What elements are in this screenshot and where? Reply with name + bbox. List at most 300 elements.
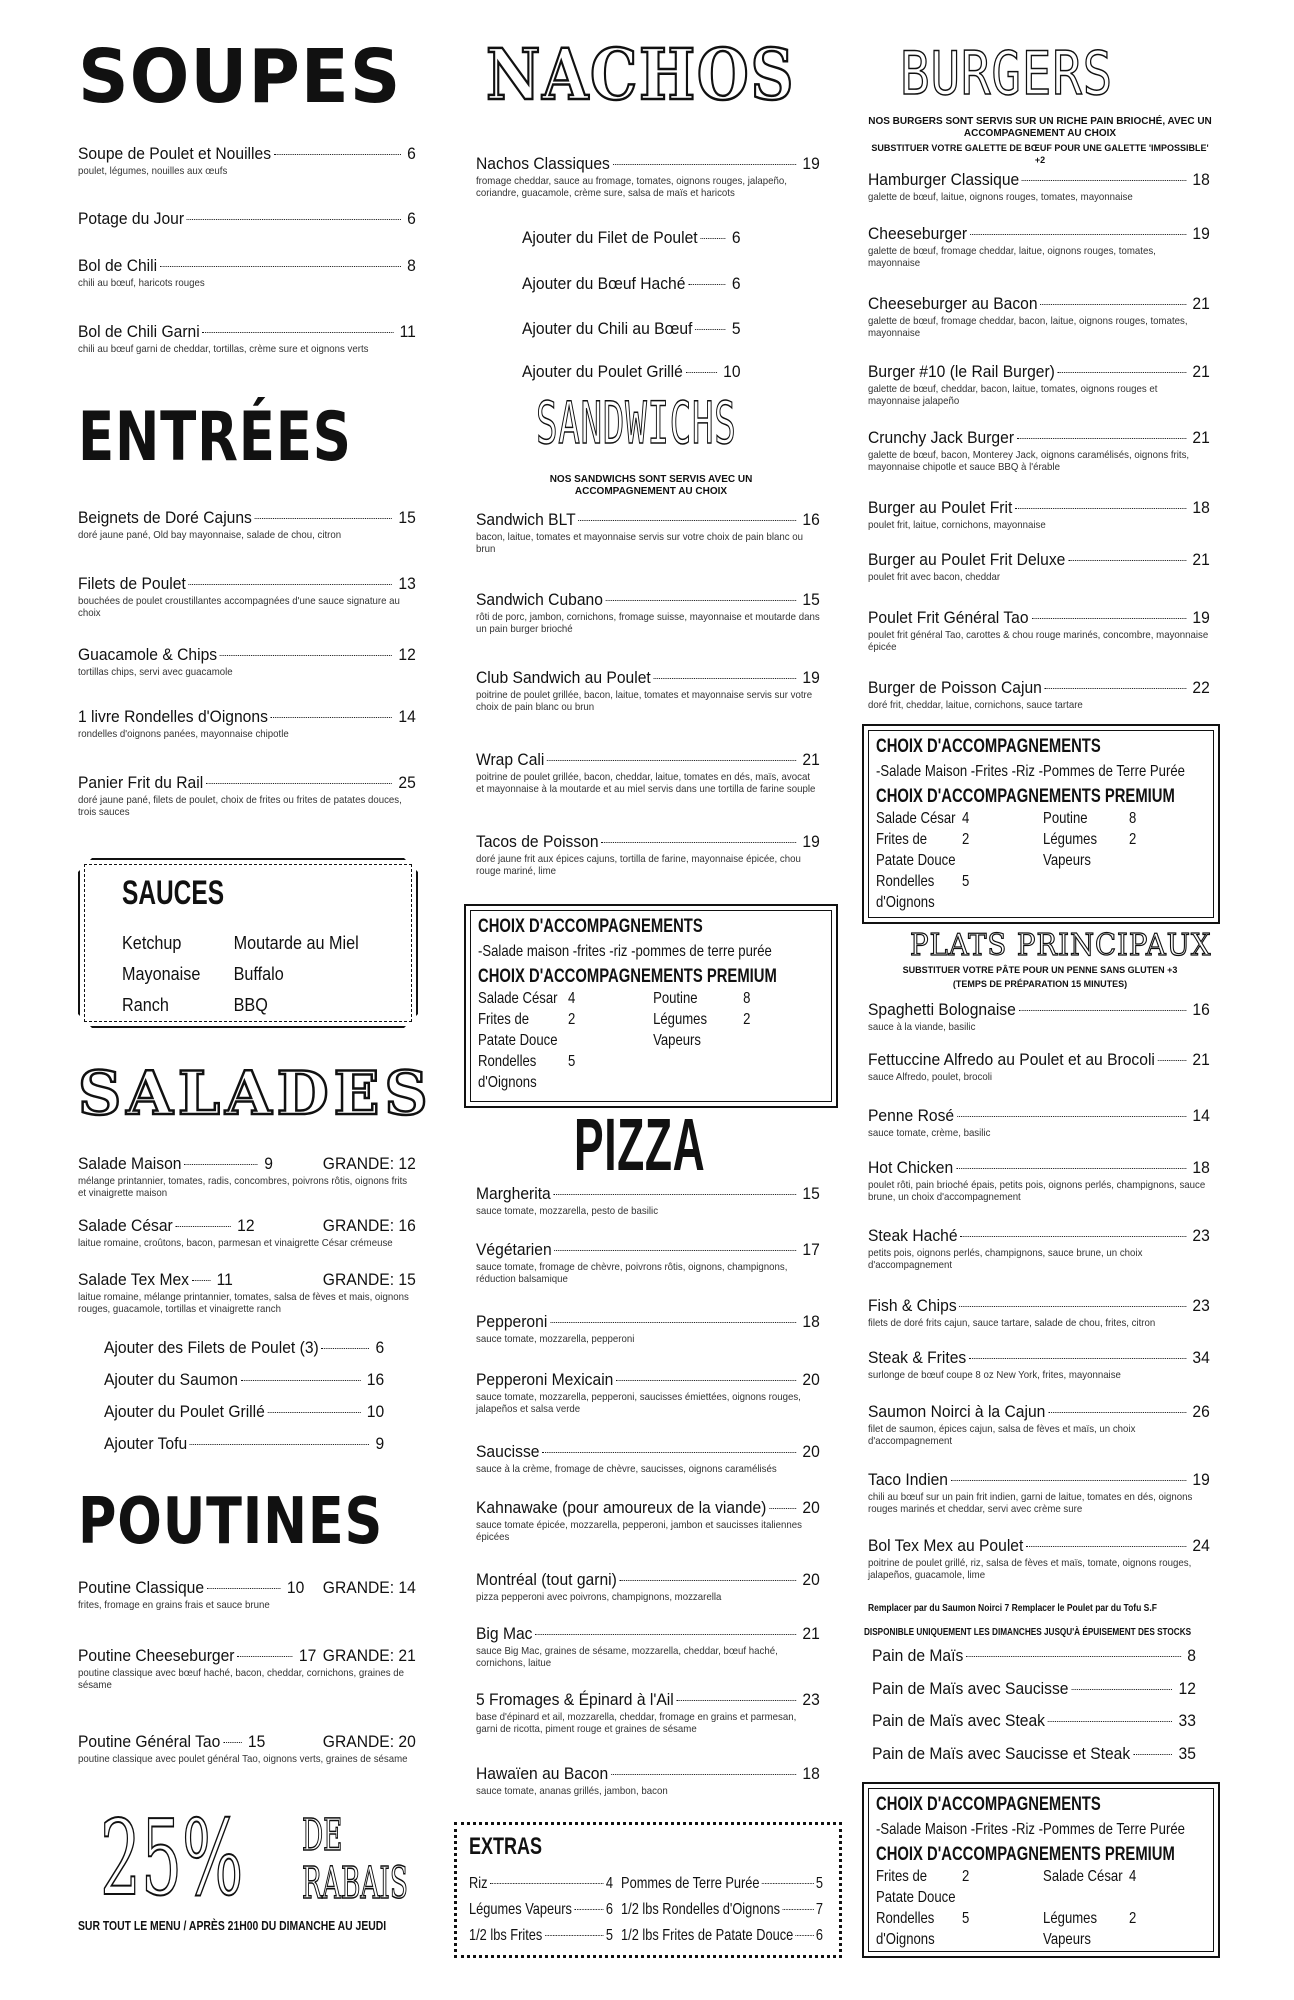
menu-item xyxy=(868,224,1212,269)
premium-cell xyxy=(653,988,828,1009)
menu-item-price: 19 xyxy=(802,154,820,173)
extras-name: 1/2 lbs Frites de Patate Douce xyxy=(621,1927,794,1944)
box-content xyxy=(876,1794,1210,1950)
menu-item-description: chili au bœuf garni de cheddar, tortillas, crème sure et oignons verts xyxy=(78,343,369,355)
menu-item-row xyxy=(78,1270,416,1290)
menu-item-row xyxy=(868,224,1210,244)
premium-name: Poutine xyxy=(653,990,698,1007)
sandwichs-title: SANDWICHS xyxy=(536,389,737,457)
sauce-item: Ketchup xyxy=(122,933,182,953)
addon-price: 8 xyxy=(1187,1646,1196,1665)
sauce-item: Buffalo xyxy=(233,964,284,984)
extras-price: 6 xyxy=(605,1901,614,1918)
menu-item xyxy=(476,832,822,877)
menu-item-row xyxy=(868,1000,1210,1020)
plats-subtitle-2: (TEMPS DE PRÉPARATION 15 MINUTES) xyxy=(952,979,1128,989)
leader-dots xyxy=(1031,618,1186,619)
leader-dots xyxy=(959,1306,1186,1307)
menu-item-grande: GRANDE: 15 xyxy=(322,1270,416,1289)
leader-dots xyxy=(550,1322,796,1323)
menu-item xyxy=(868,678,1212,711)
premium-price: 4 xyxy=(567,990,576,1007)
burgers-subtitle-2: SUBSTITUER VOTRE GALETTE DE BŒUF POUR UNE GALETTE 'IMPOSSIBLE' +2 xyxy=(871,143,1209,165)
menu-item-description: poulet frit général Tao, carottes & chou rouge marinés, concombre, mayonnaise épicée xyxy=(868,629,1209,653)
sides-heading: CHOIX D'ACCOMPAGNEMENTS xyxy=(876,1794,1101,1815)
leader-dots xyxy=(223,1742,241,1743)
addon-row xyxy=(872,1744,1196,1764)
leader-dots xyxy=(695,329,725,330)
leader-dots xyxy=(957,1116,1186,1117)
menu-item-description: base d'épinard et ail, mozzarella, cheddar, fromage en grains et parmesan, garni de ricotta, piment rouge et graines de sésame xyxy=(476,1711,797,1735)
menu-item-price: 14 xyxy=(1192,1106,1210,1125)
menu-item-price: 19 xyxy=(802,668,820,687)
menu-item-name: Spaghetti Bolognaise xyxy=(868,1000,1016,1019)
premium-heading: CHOIX D'ACCOMPAGNEMENTS PREMIUM xyxy=(876,1844,1175,1865)
menu-item-name: Montréal (tout garni) xyxy=(476,1570,617,1589)
menu-item-row xyxy=(868,1106,1210,1126)
premium-heading: CHOIX D'ACCOMPAGNEMENTS PREMIUM xyxy=(478,966,777,987)
menu-item-description: sauce Alfredo, poulet, brocoli xyxy=(868,1071,993,1083)
plats-subtitle: SUBSTITUER VOTRE PÂTE POUR UN PENNE SANS GLUTEN +3 xyxy=(902,965,1178,975)
extras-cell xyxy=(469,1897,621,1923)
leader-dots xyxy=(207,1588,281,1589)
sides-heading: CHOIX D'ACCOMPAGNEMENTS xyxy=(876,736,1101,757)
leader-dots xyxy=(187,219,401,220)
menu-item-description: galette de bœuf, bacon, Monterey Jack, oignons caramélisés, oignons frits, mayonnaise chipotle et sauce BBQ à l'érable xyxy=(868,449,1190,473)
premium-price: 5 xyxy=(961,873,970,890)
menu-item-price: 21 xyxy=(1192,550,1210,569)
extras-price: 5 xyxy=(815,1875,823,1892)
menu-item xyxy=(78,574,418,619)
menu-item-price: 15 xyxy=(247,1732,266,1751)
menu-item-name: Burger #10 (le Rail Burger) xyxy=(868,362,1055,381)
menu-item-name: Hot Chicken xyxy=(868,1158,954,1177)
menu-item xyxy=(868,550,1212,583)
extras-name: 1/2 lbs Frites xyxy=(469,1927,543,1944)
menu-item-row xyxy=(78,1732,416,1752)
premium-name: Rondelles d'Oignons xyxy=(478,1053,537,1091)
menu-item-description: bacon, laitue, tomates et mayonnaise servis sur votre choix de pain blanc ou brun xyxy=(476,531,804,555)
addon-row xyxy=(872,1711,1196,1731)
menu-item-price: 24 xyxy=(1192,1536,1210,1555)
menu-item-price: 17 xyxy=(298,1646,317,1665)
addon-item xyxy=(522,228,742,248)
leader-dots xyxy=(1048,1412,1186,1413)
menu-item-row xyxy=(476,1184,820,1204)
sunday-note: DISPONIBLE UNIQUEMENT LES DIMANCHES JUSQU'À ÉPUISEMENT DES STOCKS xyxy=(864,1627,1192,1638)
premium-cell xyxy=(876,829,1043,871)
premium-name: Frites de Patate Douce xyxy=(876,831,956,869)
menu-item-price: 8 xyxy=(407,256,416,275)
sides-box-sandwich xyxy=(464,904,838,1108)
addon-row xyxy=(104,1402,384,1422)
leader-dots xyxy=(1019,1010,1186,1011)
menu-item-name: Pepperoni Mexicain xyxy=(476,1370,614,1389)
addon-price: 9 xyxy=(375,1434,385,1453)
leader-dots xyxy=(490,1883,604,1884)
box-content xyxy=(478,916,828,1093)
menu-item-name: Saucisse xyxy=(476,1442,540,1461)
menu-item-description: sauce tomate épicée, mozzarella, pepperoni, jambon et saucisses italiennes épicées xyxy=(476,1519,802,1543)
menu-item xyxy=(476,1624,822,1669)
premium-row xyxy=(478,988,828,1009)
promo-rabais: RABAIS xyxy=(302,1858,408,1909)
menu-item-price: 23 xyxy=(802,1690,820,1709)
premium-cell xyxy=(876,808,1043,829)
sauces-grid xyxy=(122,928,378,1021)
leader-dots xyxy=(1022,180,1186,181)
menu-item-description: sauce tomate, crème, basilic xyxy=(868,1127,991,1139)
menu-item-name: Guacamole & Chips xyxy=(78,645,218,664)
leader-dots xyxy=(241,1380,361,1381)
menu-item xyxy=(868,1402,1212,1447)
menu-item xyxy=(78,645,418,678)
premium-heading: CHOIX D'ACCOMPAGNEMENTS PREMIUM xyxy=(876,786,1175,807)
addon-name: Ajouter du Bœuf Haché xyxy=(522,274,686,293)
premium-name: Rondelles d'Oignons xyxy=(876,873,935,911)
leader-dots xyxy=(255,518,392,519)
menu-item-price: 11 xyxy=(399,322,416,341)
menu-item-row xyxy=(476,1442,820,1462)
premium-price: 5 xyxy=(567,1053,576,1070)
menu-item-description: sauce tomate, mozzarella, pepperoni xyxy=(476,1333,635,1345)
leader-dots xyxy=(611,1774,796,1775)
menu-item-description: galette de bœuf, fromage cheddar, laitue, oignons rouges, tomates, mayonnaise xyxy=(868,245,1156,269)
menu-item-description: doré jaune frit aux épices cajuns, tortilla de farine, mayonnaise épicée, chou rouge mariné, lime xyxy=(476,853,801,877)
leader-dots xyxy=(970,234,1186,235)
menu-item-description: bouchées de poulet croustillantes accompagnées d'une sauce signature au choix xyxy=(78,595,400,619)
menu-item xyxy=(78,256,418,289)
addon-name: Ajouter du Poulet Grillé xyxy=(104,1402,265,1421)
premium-cell xyxy=(876,1866,1043,1908)
extras-cell xyxy=(621,1871,831,1897)
extras-title: EXTRAS xyxy=(469,1833,543,1860)
menu-item-description: sauce tomate, ananas grillés, jambon, bacon xyxy=(476,1785,668,1797)
promo-block xyxy=(78,1797,428,1956)
menu-item xyxy=(78,1732,418,1765)
menu-item-name: Kahnawake (pour amoureux de la viande) xyxy=(476,1498,767,1517)
menu-item-price: 19 xyxy=(1192,224,1210,243)
menu-item xyxy=(78,144,418,177)
menu-item-price: 17 xyxy=(802,1240,820,1259)
leader-dots xyxy=(1133,1754,1172,1755)
extras-cell xyxy=(621,1923,831,1949)
menu-item-price: 16 xyxy=(802,510,820,529)
extras-row xyxy=(469,1871,831,1897)
menu-item-price: 21 xyxy=(802,1624,820,1643)
leader-dots xyxy=(951,1480,1186,1481)
leader-dots xyxy=(613,164,796,165)
menu-item-name: Potage du Jour xyxy=(78,209,185,228)
addon-row xyxy=(522,228,741,248)
menu-item-price: 22 xyxy=(1192,678,1210,697)
menu-item xyxy=(78,707,418,740)
menu-item-price: 18 xyxy=(802,1312,820,1331)
menu-item-row xyxy=(78,1578,416,1598)
menu-item-row xyxy=(78,645,416,665)
menu-item-price: 14 xyxy=(398,707,416,726)
menu-item-name: Tacos de Poisson xyxy=(476,832,599,851)
menu-item-description: poulet, légumes, nouilles aux œufs xyxy=(78,165,228,177)
menu-item-description: poulet rôti, pain brioché épais, petits pois, oignons perlés, champignons, sauce brune, un choix d'accompagnement xyxy=(868,1179,1206,1203)
menu-item-row xyxy=(476,510,820,530)
premium-name: Salade César xyxy=(1043,1868,1123,1885)
menu-item-description: galette de bœuf, cheddar, bacon, laitue, tomates, oignons rouges et mayonnaise jalapeño xyxy=(868,383,1158,407)
menu-item xyxy=(78,1578,418,1611)
menu-item-row xyxy=(78,773,416,793)
menu-item-row xyxy=(868,1050,1210,1070)
addon-item xyxy=(104,1402,386,1422)
menu-item-name: Salade Tex Mex xyxy=(78,1270,190,1289)
extras-price: 6 xyxy=(815,1927,823,1944)
premium-row xyxy=(876,871,1210,913)
menu-item-name: Poutine Cheeseburger xyxy=(78,1646,235,1665)
premium-cell xyxy=(1043,1908,1210,1950)
menu-item xyxy=(476,1690,822,1735)
sides-standard-line: -Salade Maison -Frites -Riz -Pommes de Terre Purée xyxy=(876,1821,1185,1838)
menu-item xyxy=(476,1442,822,1475)
leader-dots xyxy=(1068,560,1186,561)
menu-item xyxy=(78,508,418,541)
addon-price: 6 xyxy=(731,228,741,247)
premium-price: 2 xyxy=(961,1868,970,1885)
menu-item-name: Steak & Frites xyxy=(868,1348,967,1367)
premium-price: 2 xyxy=(567,1011,576,1028)
menu-item-description: laitue romaine, croûtons, bacon, parmesan et vinaigrette César crémeuse xyxy=(78,1237,393,1249)
premium-name: Légumes Vapeurs xyxy=(653,1011,708,1049)
menu-item-description: sauce à la crème, fromage de chèvre, saucisses, oignons caramélisés xyxy=(476,1463,777,1475)
menu-item-description: poitrine de poulet grillée, bacon, laitue, tomates et mayonnaise servis sur votre choix de pain blanc ou brun xyxy=(476,689,813,713)
menu-item-row xyxy=(78,1216,416,1236)
promo-de: DE xyxy=(302,1810,343,1861)
sandwichs-subtitle: NOS SANDWICHS SONT SERVIS AVEC UN ACCOMPAGNEMENT AU CHOIX xyxy=(549,474,753,497)
menu-item-name: Nachos Classiques xyxy=(476,154,610,173)
addon-item xyxy=(104,1338,386,1358)
menu-item-price: 10 xyxy=(286,1578,305,1597)
menu-item-name: Club Sandwich au Poulet xyxy=(476,668,651,687)
menu-item-name: Fettuccine Alfredo au Poulet et au Brocoli xyxy=(868,1050,1155,1069)
menu-item xyxy=(868,1050,1212,1083)
menu-item-name: Taco Indien xyxy=(868,1470,948,1489)
extras-row xyxy=(469,1923,831,1949)
leader-dots xyxy=(271,717,392,718)
leader-dots xyxy=(535,1634,796,1635)
menu-item xyxy=(868,498,1212,531)
poutines-title: POUTINES xyxy=(78,1485,384,1559)
menu-item-row xyxy=(78,1646,416,1666)
leader-dots xyxy=(1071,1689,1172,1690)
addon-name: Ajouter du Filet de Poulet xyxy=(522,228,698,247)
menu-item-description: mélange printannier, tomates, radis, concombres, poivrons rôtis, oignons frits et vinaigrette maison xyxy=(78,1175,408,1199)
menu-item-name: Soupe de Poulet et Nouilles xyxy=(78,144,272,163)
menu-item-description: poulet frit avec bacon, cheddar xyxy=(868,571,1001,583)
menu-item-description: poitrine de poulet grillé, riz, salsa de fèves et maïs, tomate, oignons rouges, jalapeños, guacamole, lime xyxy=(868,1557,1192,1581)
menu-item-name: 1 livre Rondelles d'Oignons xyxy=(78,707,268,726)
pizza-title: PIZZA xyxy=(574,1103,706,1186)
leader-dots xyxy=(969,1358,1186,1359)
premium-cell xyxy=(1043,871,1210,913)
menu-item-name: Fish & Chips xyxy=(868,1296,957,1315)
leader-dots xyxy=(1045,688,1186,689)
entrees-title: ENTRÉES xyxy=(78,398,352,477)
premium-cell xyxy=(478,1009,653,1051)
addon-item xyxy=(522,274,742,294)
menu-item-name: Burger au Poulet Frit xyxy=(868,498,1013,517)
extras-cell xyxy=(469,1871,621,1897)
menu-item-price: 21 xyxy=(1192,428,1210,447)
leader-dots xyxy=(700,238,725,239)
menu-item-row xyxy=(868,550,1210,570)
menu-item-name: Hamburger Classique xyxy=(868,170,1020,189)
premium-name: Salade César xyxy=(876,810,956,827)
premium-price: 2 xyxy=(1129,831,1137,848)
leader-dots xyxy=(1040,304,1186,305)
menu-item-price: 26 xyxy=(1192,1402,1210,1421)
nachos-title: NACHOS xyxy=(486,33,796,116)
sides-standard-line: -Salade maison -frites -riz -pommes de terre purée xyxy=(478,943,772,960)
leader-dots xyxy=(554,1194,796,1195)
menu-item-price: 19 xyxy=(1192,1470,1210,1489)
premium-price: 4 xyxy=(1129,1868,1137,1885)
sides-heading: CHOIX D'ACCOMPAGNEMENTS xyxy=(478,916,703,937)
menu-item xyxy=(868,1536,1212,1581)
leader-dots xyxy=(184,1164,258,1165)
leader-dots xyxy=(606,600,796,601)
menu-item-price: 21 xyxy=(802,750,820,769)
sauce-item: BBQ xyxy=(233,995,268,1015)
menu-item-grande: GRANDE: 20 xyxy=(322,1732,416,1751)
addon-row xyxy=(872,1679,1196,1699)
menu-item-price: 12 xyxy=(398,645,416,664)
menu-item xyxy=(78,773,418,818)
addon-item xyxy=(872,1744,1198,1764)
menu-item xyxy=(868,170,1212,203)
menu-item-grande: GRANDE: 21 xyxy=(322,1646,416,1665)
addon-row xyxy=(522,362,741,382)
menu-item-row xyxy=(476,1312,820,1332)
menu-item-description: rondelles d'oignons panées, mayonnaise chipotle xyxy=(78,728,289,740)
sauce-item: Mayonaise xyxy=(122,964,201,984)
menu-item-row xyxy=(868,678,1210,698)
menu-item-description: sauce à la viande, basilic xyxy=(868,1021,976,1033)
menu-item-price: 25 xyxy=(398,773,416,792)
menu-item-description: doré jaune pané, filets de poulet, choix de frites ou frites de patates douces, trois sauces xyxy=(78,794,402,818)
leader-dots xyxy=(554,1250,796,1251)
menu-item-price: 21 xyxy=(1192,294,1210,313)
menu-item xyxy=(868,294,1212,339)
premium-cell xyxy=(1043,1866,1210,1908)
menu-item-price: 20 xyxy=(802,1498,820,1517)
leader-dots xyxy=(274,154,401,155)
extras-rows xyxy=(469,1871,831,1949)
premium-price: 2 xyxy=(743,1011,751,1028)
addon-name: Ajouter du Poulet Grillé xyxy=(522,362,683,381)
menu-item xyxy=(868,428,1212,473)
addon-row xyxy=(522,274,741,294)
leader-dots xyxy=(192,1280,210,1281)
menu-item xyxy=(78,1646,418,1691)
addon-price: 33 xyxy=(1178,1711,1196,1730)
menu-item-description: chili au bœuf, haricots rouges xyxy=(78,277,205,289)
extras-price: 7 xyxy=(815,1901,823,1918)
extras-name: Pommes de Terre Purée xyxy=(621,1875,760,1892)
leader-dots xyxy=(956,1168,1186,1169)
leader-dots xyxy=(966,1656,1181,1657)
menu-item-row xyxy=(476,1570,820,1590)
menu-item-row xyxy=(868,1536,1210,1556)
promo-percent: 25% xyxy=(100,1797,244,1919)
menu-item-price: 13 xyxy=(398,574,416,593)
menu-item xyxy=(476,590,822,635)
addon-name: Ajouter du Saumon xyxy=(104,1370,238,1389)
menu-item xyxy=(476,1312,822,1345)
menu-item-row xyxy=(78,1154,416,1174)
extras-price: 4 xyxy=(605,1875,614,1892)
addon-item xyxy=(522,362,742,382)
addon-item xyxy=(872,1679,1198,1699)
menu-item-description: laitue romaine, mélange printannier, tomates, salsa de fèves et mais, oignons rouges, guacamole, tortillas et vinaigrette ranch xyxy=(78,1291,409,1315)
menu-item xyxy=(78,1154,418,1199)
menu-item-row xyxy=(476,750,820,770)
menu-item xyxy=(868,608,1212,653)
leader-dots xyxy=(1026,1546,1186,1547)
premium-cell xyxy=(653,1009,828,1051)
premium-row xyxy=(478,1051,828,1093)
menu-item-row xyxy=(868,1402,1210,1422)
menu-item xyxy=(476,510,822,555)
premium-price: 4 xyxy=(961,810,970,827)
menu-item-name: Poulet Frit Général Tao xyxy=(868,608,1029,627)
menu-item-row xyxy=(476,1764,820,1784)
menu-item xyxy=(476,1764,822,1797)
menu-item xyxy=(868,1158,1212,1203)
menu-item xyxy=(476,1570,822,1603)
menu-item-description: sauce tomate, fromage de chèvre, poivrons rôtis, oignons, champignons, réduction balsamique xyxy=(476,1261,788,1285)
premium-price: 2 xyxy=(961,831,970,848)
menu-item-description: filet de saumon, épices cajun, salsa de fèves et maïs, un choix d'accompagnement xyxy=(868,1423,1136,1447)
menu-item-name: Beignets de Doré Cajuns xyxy=(78,508,252,527)
menu-item xyxy=(476,1184,822,1217)
premium-name: Rondelles d'Oignons xyxy=(876,1910,935,1948)
leader-dots xyxy=(547,760,796,761)
leader-dots xyxy=(1158,1060,1186,1061)
premium-row xyxy=(876,829,1210,871)
extras-row xyxy=(469,1897,831,1923)
menu-item-row xyxy=(476,1624,820,1644)
menu-item-name: Crunchy Jack Burger xyxy=(868,428,1015,447)
menu-item-price: 18 xyxy=(1192,498,1210,517)
menu-item-price: 18 xyxy=(1192,170,1210,189)
menu-item-row xyxy=(476,1240,820,1260)
menu-item-row xyxy=(868,170,1210,190)
menu-item-description: doré jaune pané, Old bay mayonnaise, salade de chou, citron xyxy=(78,529,342,541)
menu-item-name: Végétarien xyxy=(476,1240,552,1259)
menu-item-description: tortillas chips, servi avec guacamole xyxy=(78,666,233,678)
leader-dots xyxy=(542,1452,796,1453)
menu-item xyxy=(868,1296,1212,1329)
menu-item xyxy=(476,668,822,713)
menu-item-row xyxy=(868,362,1210,382)
menu-item-description: doré frit, cheddar, laitue, cornichons, sauce tartare xyxy=(868,699,1083,711)
addon-price: 16 xyxy=(366,1370,385,1389)
leader-dots xyxy=(960,1236,1186,1237)
addon-row xyxy=(872,1646,1196,1666)
leader-dots xyxy=(1048,1721,1172,1722)
addon-name: Ajouter Tofu xyxy=(104,1434,188,1453)
addon-price: 5 xyxy=(731,319,741,338)
menu-item-row xyxy=(476,154,820,174)
menu-item-grande: GRANDE: 16 xyxy=(322,1216,416,1235)
